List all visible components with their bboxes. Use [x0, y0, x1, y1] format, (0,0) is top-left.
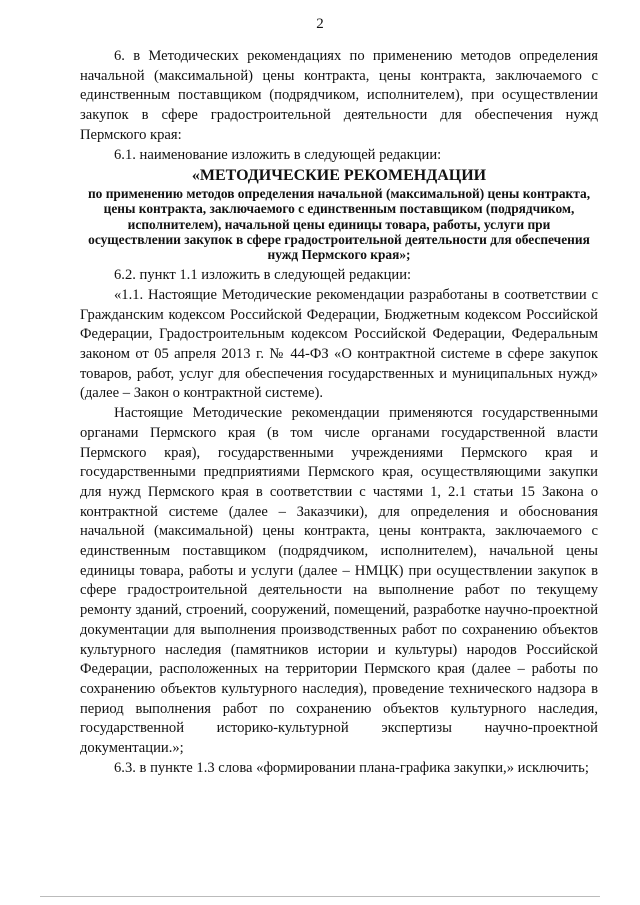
section-subtitle: по применению методов определения начальной (максимальной) цены контракта, цены контракта, заключаемого с единственным поставщиком (подрядчиком, исполнителем), начальной цены единицы товара, работы, услуги при осуществлении закупок в сфере градостроительной деятельности для обеспечения нужд Пермского края»; [87, 186, 591, 263]
page-number: 2 [316, 16, 324, 32]
paragraph-item-6-2: 6.2. пункт 1.1 изложить в следующей редакции: [114, 267, 412, 284]
document-body [80, 47, 598, 779]
paragraph-item-6-1: 6.1. наименование изложить в следующей редакции: [114, 146, 442, 163]
section-title: «МЕТОДИЧЕСКИЕ РЕКОМЕНДАЦИИ [191, 167, 487, 185]
scan-edge-divider [40, 896, 600, 897]
paragraph-item-6-3: 6.3. в пункте 1.3 слова «формировании плана-графика закупки,» исключить; [114, 759, 589, 776]
paragraph-item-6: 6. в Методических рекомендациях по применению методов определения начальной (максимальной) цены контракта, цены контракта, заключаемого с единственным поставщиком (подрядчиком, исполнителем), при осуществлении закупок в сфере градостроительной деятельности для обеспечения нужд Пермского края: [80, 48, 598, 143]
paragraph-clause-1-1: «1.1. Настоящие Методические рекомендации разработаны в соответствии с Гражданским кодексом Российской Федерации, Бюджетным кодексом Российской Федерации, Градостроительным кодексом Российской Федерации, Федеральным законом от 05 апреля 2013 г. № 44-ФЗ «О контрактной системе в сфере закупок товаров, работ, услуг для обеспечения государственных и муниципальных нужд» (далее – Закон о контрактной системе). [80, 286, 598, 402]
paragraph-applicability: Настоящие Методические рекомендации применяются государственными органами Пермского края (в том числе органами государственной власти Пермского края), государственными учреждениями Пермского края и государственными предприятиями Пермского края, осуществляющими закупки для нужд Пермского края в соответствии с частями 1, 2.1 статьи 15 Закона о контрактной системе (далее – Заказчики), для определения и обоснования начальной (максимальной) цены контракта, цены контракта, заключаемого с единственным поставщиком (подрядчиком, исполнителем), начальной цены единицы товара, работы и услуги (далее – НМЦК) при осуществлении закупок в сфере градостроительной деятельности на выполнение работ по текущему ремонту зданий, строений, сооружений, помещений, разработке научно-проектной документации для выполнения производственных работ по сохранению объектов культурного наследия (памятников истории и культуры) народов Российской Федерации, расположенных на территории Пермского края (далее – работы по сохранению объектов культурного наследия), проведение технического надзора в период выполнения работ по сохранению объектов культурного наследия, государственной историко-культурной экспертизы научно-проектной документации.»; [80, 405, 598, 757]
